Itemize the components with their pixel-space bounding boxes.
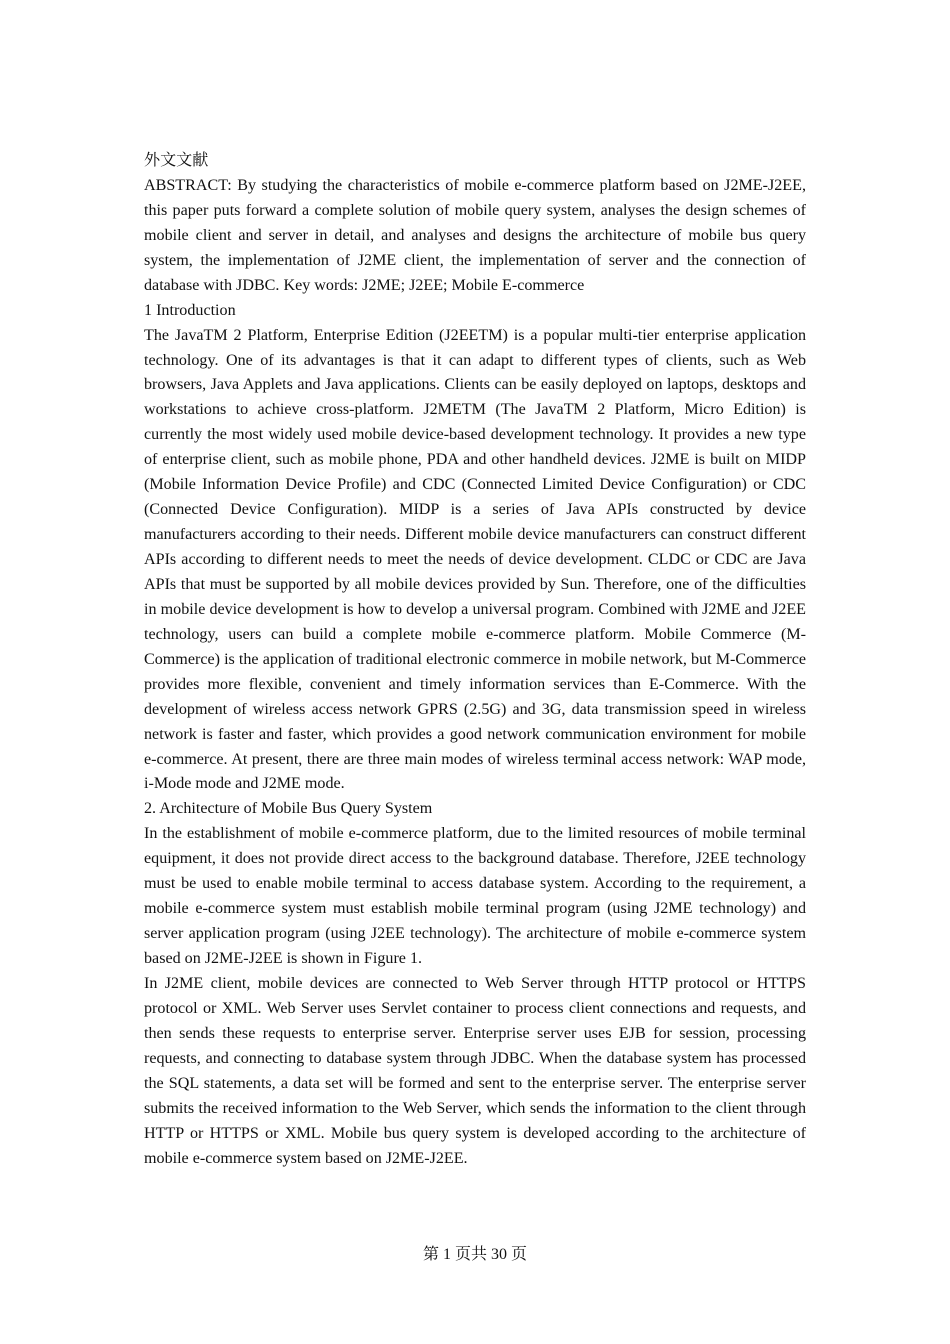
section-2-paragraph-2: In J2ME client, mobile devices are connected to Web Server through HTTP protocol or HTTPS protocol or XML. Web Server uses Servlet container to process client connections and requests, and then sends these requests to enterprise server. Enterprise server uses EJB for session, processing requests, and connecting to database system through JDBC. When the database system has processed the SQL statements, a data set will be formed and sent to the enterprise server. The enterprise server submits the received information to the Web Server, which sends the information to the client through HTTP or HTTPS or XML. Mobile bus query system is developed according to the architecture of mobile e-commerce system based on J2ME-J2EE. [144,974,806,1167]
abstract-paragraph: ABSTRACT: By studying the characteristics of mobile e-commerce platform based on J2ME-J2EE, this paper puts forward a complete solution of mobile query system, analyses the design schemes of mobile client and server in detail, and analyses and designs the architecture of mobile bus query system, the implementation of J2ME client, the implementation of server and the connection of database with JDBC. Key words: J2ME; J2EE; Mobile E-commerce [144,176,806,294]
page-number-footer: 第 1 页共 30 页 [422,1246,527,1263]
section-2-paragraph-1: In the establishment of mobile e-commerce platform, due to the limited resources of mobile terminal equipment, it does not provide direct access to the background database. Therefore, J2EE technology must be used to enable mobile terminal to access database system. According to the requirement, a mobile e-commerce system must establish mobile terminal program (using J2ME technology) and server application program (using J2EE technology). The architecture of mobile e-commerce system based on J2ME-J2EE is shown in Figure 1. [144,825,806,967]
section-1-title: 1 Introduction [144,301,236,319]
section-2-title: 2. Architecture of Mobile Bus Query System [144,800,433,818]
document-heading: 外文文献 [144,152,209,169]
document-body [144,149,806,1171]
section-1-paragraph: The JavaTM 2 Platform, Enterprise Edition (J2EETM) is a popular multi-tier enterprise application technology. One of its advantages is that it can adapt to different types of clients, such as Web browsers, Java Applets and Java applications. Clients can be easily deployed on laptops, desktops and workstations to achieve cross-platform. J2METM (The JavaTM 2 Platform, Micro Edition) is currently the most widely used mobile device-based development technology. It provides a new type of enterprise client, such as mobile phone, PDA and other handheld devices. J2ME is built on MIDP (Mobile Information Device Profile) and CDC (Connected Limited Device Configuration) or CDC (Connected Device Configuration). MIDP is a series of Java APIs constructed by device manufacturers according to their needs. Different mobile device manufacturers can construct different APIs according to different needs to meet the needs of device development. CLDC or CDC are Java APIs that must be supported by all mobile devices provided by Sun. Therefore, one of the difficulties in mobile device development is how to develop a universal program. Combined with J2ME and J2EE technology, users can build a complete mobile e-commerce platform. Mobile Commerce (M-Commerce) is the application of traditional electronic commerce in mobile network, but M-Commerce provides more flexible, convenient and timely information services than E-Commerce. With the development of wireless access network GPRS (2.5G) and 3G, data transmission speed in wireless network is faster and faster, which provides a good network communication environment for mobile e-commerce. At present, there are three main modes of wireless terminal access network: WAP mode, i-Mode mode and J2ME mode. [144,326,806,793]
